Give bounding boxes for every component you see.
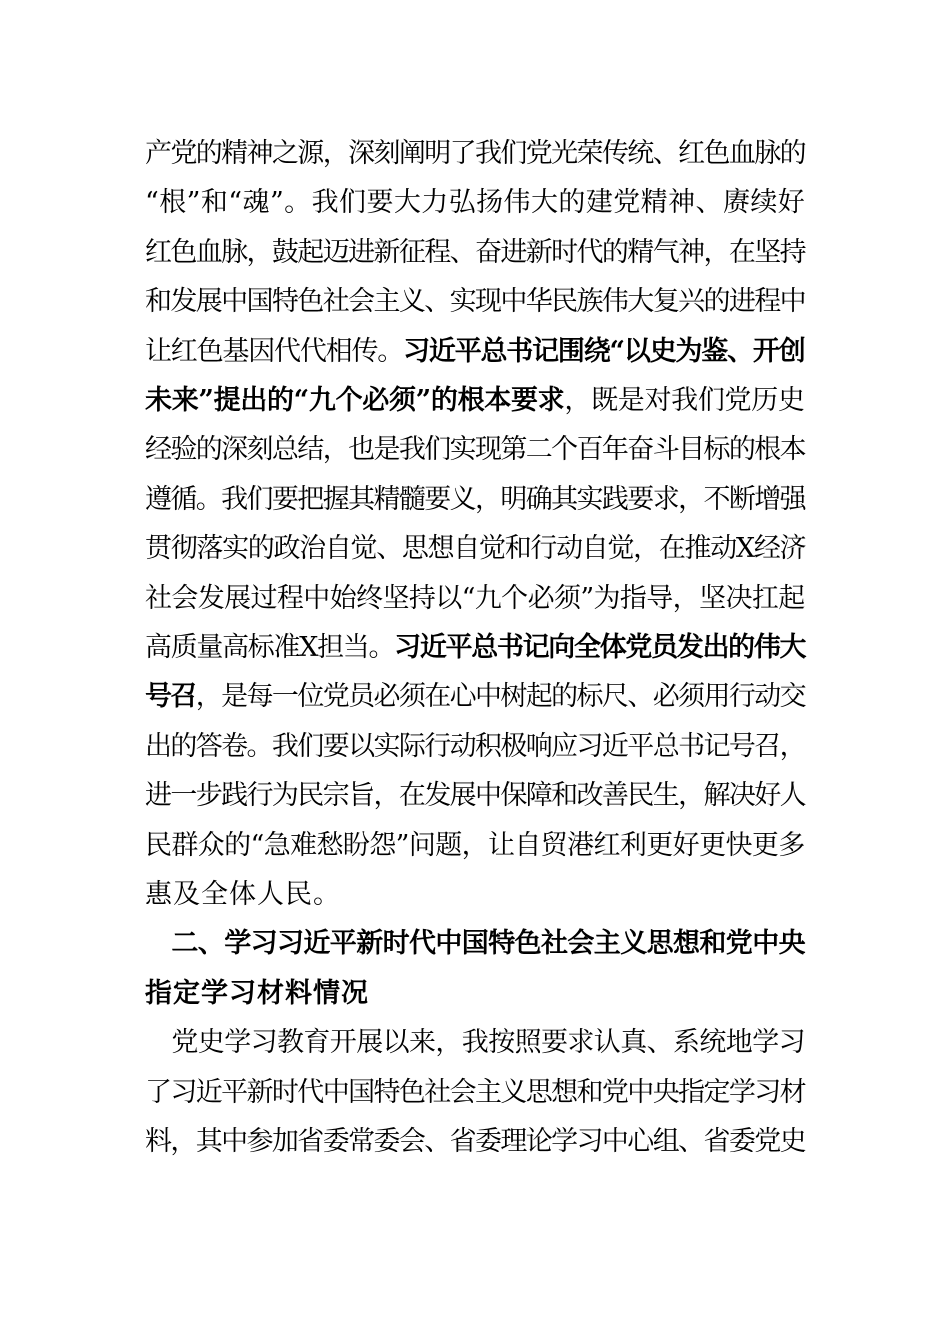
section-heading-line: [145, 974, 815, 1014]
paragraph-line: [145, 875, 815, 915]
text-run: 和发展中国特色社会主义、实现中华民族伟大复兴的进程中: [145, 286, 805, 318]
bold-text-run: 号召: [145, 681, 196, 713]
text-run: 高质量高标准X担当。: [145, 632, 395, 663]
paragraph-line: [145, 1073, 815, 1113]
text-run: 贯彻落实的政治自觉、思想自觉和行动自觉，在推动X经济: [145, 533, 806, 565]
paragraph-line: [145, 1023, 815, 1063]
text-run: 红色血脉，鼓起迈进新征程、奋进新时代的精气神，在坚持: [145, 236, 805, 268]
text-run: 出的答卷。我们要以实际行动积极响应习近平总书记号召，: [145, 730, 805, 762]
text-run: 惠及全体人民。: [145, 879, 341, 910]
paragraph-line: [145, 677, 815, 717]
text-run: 民群众的“急难愁盼怨”问题，让自贸港红利更好更快更多: [145, 829, 805, 861]
paragraph-line: [145, 628, 815, 668]
bold-text-run: 习近平总书记向全体党员发出的伟大: [394, 632, 806, 663]
paragraph-line: [145, 579, 815, 619]
paragraph-line: [145, 233, 815, 273]
paragraph-line: [145, 1122, 815, 1162]
text-run: 进一步践行为民宗旨，在发展中保障和改善民生，解决好人: [145, 780, 805, 812]
paragraph-line: [145, 430, 815, 470]
text-run: 产党的精神之源，深刻阐明了我们党光荣传统、红色血脉的: [145, 138, 805, 169]
paragraph-line: [145, 727, 815, 767]
paragraph-line: [145, 529, 815, 569]
bold-text-run: 二、学习习近平新时代中国特色社会主义思想和党中央: [145, 928, 805, 960]
paragraph-line: [145, 776, 815, 816]
text-run: 了习近平新时代中国特色社会主义思想和党中央指定学习材: [145, 1076, 805, 1108]
text-run: 让红色基因代代相传。: [145, 335, 404, 367]
bold-text-run: 指定学习材料情况: [145, 977, 369, 1009]
paragraph-line: [145, 826, 815, 866]
text-run: ，既是对我们党历史: [564, 385, 805, 416]
text-run: 党史学习教育开展以来，我按照要求认真、系统地学习: [145, 1027, 805, 1059]
text-run: 遵循。我们要把握其精髓要义，明确其实践要求，不断增强: [145, 483, 805, 515]
paragraph-line: [145, 183, 815, 223]
bold-text-run: 习近平总书记围绕“以史为鉴、开创: [403, 335, 805, 367]
text-run: “根”和“魂”。我们要大力弘扬伟大的建党精神、赓续好: [145, 187, 806, 219]
text-run: 料，其中参加省委常委会、省委理论学习中心组、省委党史: [145, 1126, 805, 1157]
paragraph-line: [145, 134, 815, 174]
bold-text-run: 未来”提出的“九个必须”的根本要求: [145, 385, 565, 416]
paragraph-line: [145, 282, 815, 322]
text-run: ，是每一位党员必须在心中树起的标尺、必须用行动交: [195, 681, 806, 713]
section-heading-line: [145, 924, 815, 964]
text-run: 经验的深刻总结，也是我们实现第二个百年奋斗目标的根本: [145, 434, 805, 466]
paragraph-line: [145, 381, 815, 421]
paragraph-line: [145, 332, 815, 372]
paragraph-line: [145, 480, 815, 520]
text-run: 社会发展过程中始终坚持以“九个必须”为指导，坚决扛起: [145, 582, 805, 614]
